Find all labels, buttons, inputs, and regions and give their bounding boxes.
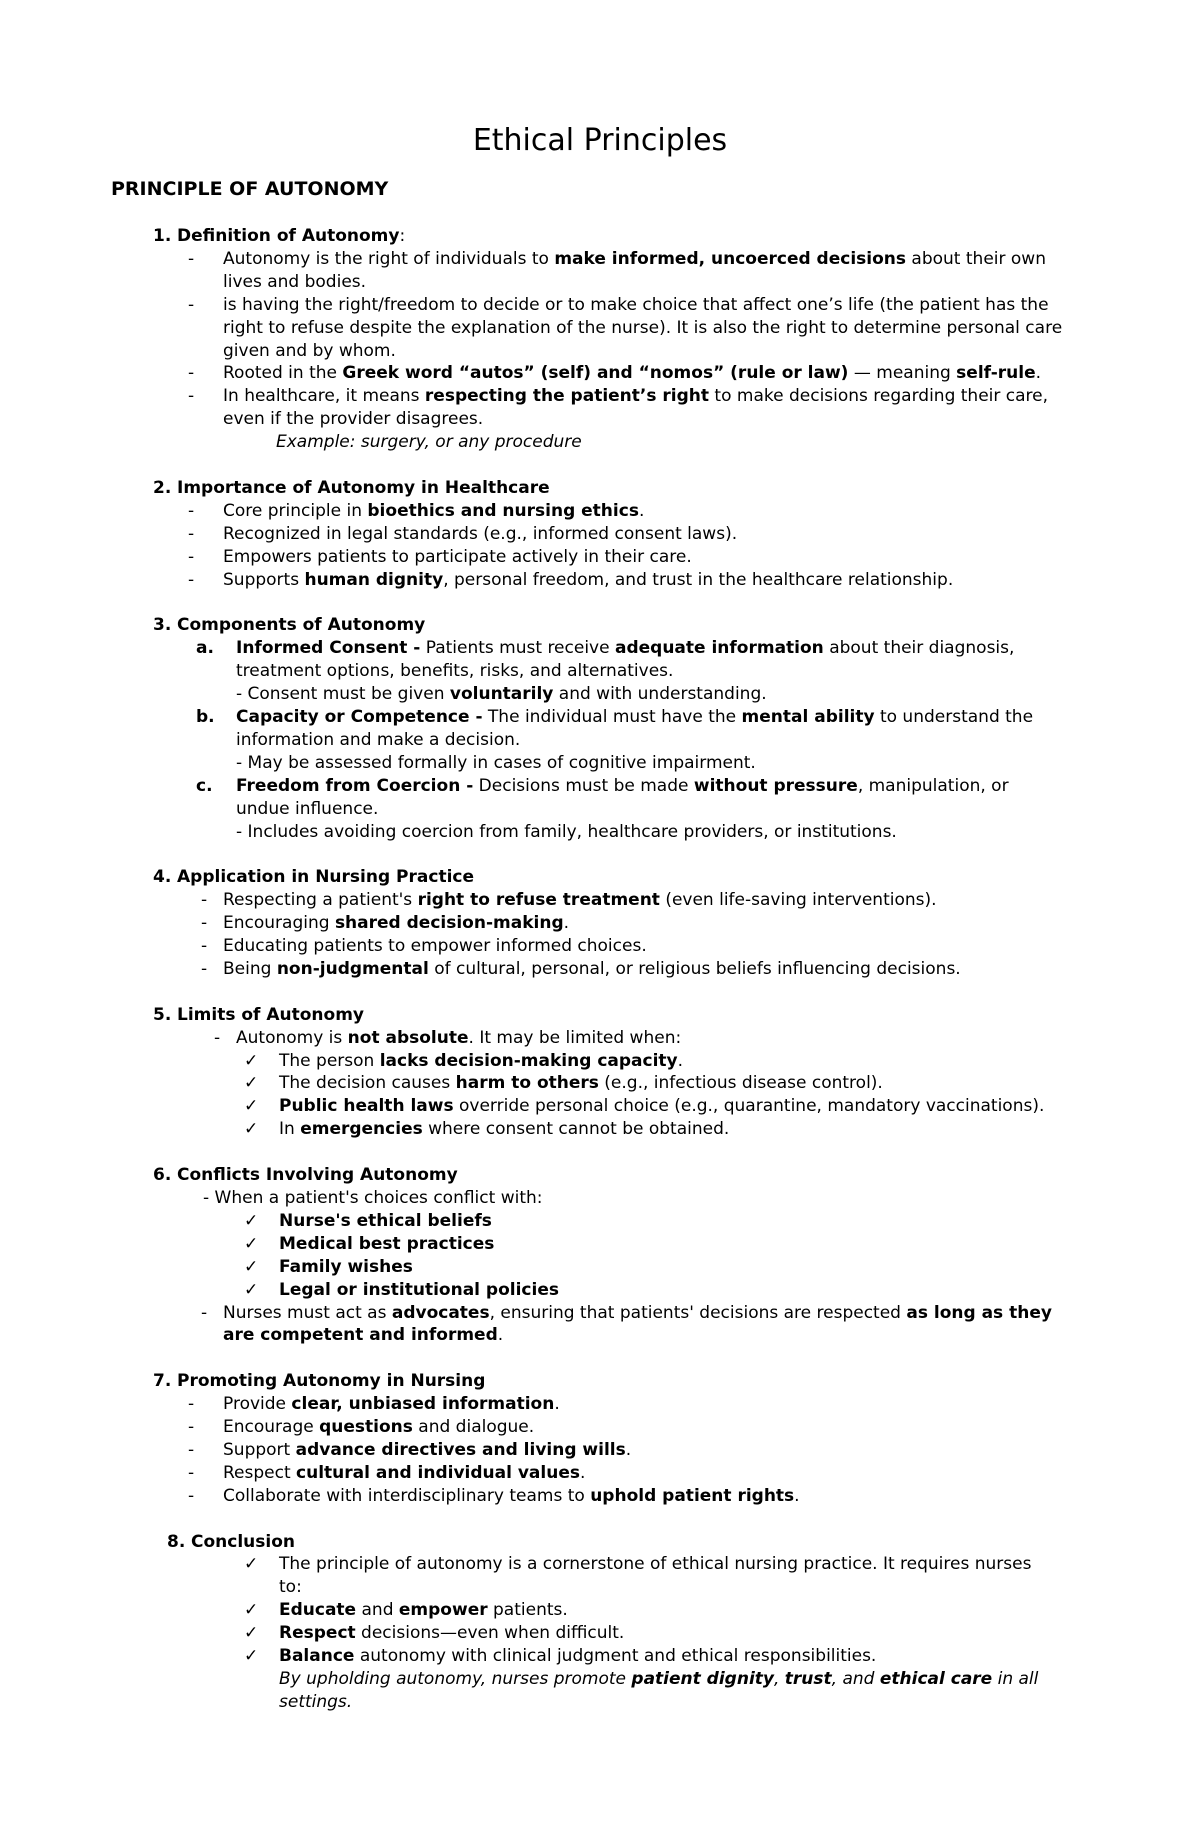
check-item: ✓ The decision causes harm to others (e.g., infectious disease control). <box>244 1073 883 1094</box>
bullet: - Being non-judgmental of cultural, personal, or religious beliefs influencing decisions. <box>0 958 1078 981</box>
document-title: Ethical Principles <box>472 123 728 158</box>
heading-application: 4. Application in Nursing Practice <box>153 867 475 888</box>
section-conclusion <box>0 1531 1200 1714</box>
closing-statement: By upholding autonomy, nurses promote patient dignity, trust, and ethical care in all settings. <box>279 1668 1039 1712</box>
heading-limits: 5. Limits of Autonomy <box>153 1004 364 1025</box>
conflicts-intro: - When a patient's choices conflict with: <box>203 1187 543 1208</box>
bullet: - Encouraging shared decision-making. <box>0 912 1078 935</box>
heading-importance: 2. Importance of Autonomy in Healthcare <box>153 477 550 498</box>
check-item: ✓ The person lacks decision-making capacity. <box>244 1050 684 1071</box>
component-note: - Includes avoiding coercion from family, healthcare providers, or institutions. <box>236 821 897 842</box>
heading-conclusion: 8. Conclusion <box>167 1531 295 1552</box>
check-item: ✓ Public health laws override personal choice (e.g., quarantine, mandatory vaccinations). <box>244 1096 1045 1117</box>
component-informed-consent: a. Informed Consent - Patients must receive adequate information about their diagnosis, treatment options, benefits, risks, and alternatives. <box>196 638 1015 682</box>
check-icon: ✓ <box>244 1073 259 1094</box>
check-item: ✓ Family wishes <box>244 1256 413 1277</box>
section-promoting <box>0 1370 1200 1507</box>
bullet: - Respecting a patient's right to refuse treatment (even life-saving interventions). <box>0 889 1078 912</box>
document-body <box>0 225 1200 1737</box>
heading-conflicts: 6. Conflicts Involving Autonomy <box>153 1165 458 1186</box>
bullet: - Provide clear, unbiased information. <box>0 1393 1078 1416</box>
bullet: - Autonomy is not absolute. It may be limited when: <box>0 1027 1091 1050</box>
check-item: ✓ Balance autonomy with clinical judgment and ethical responsibilities. <box>244 1646 877 1667</box>
bullet: - Educating patients to empower informed choices. <box>0 935 1078 958</box>
section-limits <box>0 1004 1200 1141</box>
component-note: - May be assessed formally in cases of cognitive impairment. <box>236 752 756 773</box>
bullet: - Empowers patients to participate actively in their care. <box>0 546 1078 569</box>
bullet: - Support advance directives and living wills. <box>0 1439 1078 1462</box>
heading-definition: 1. Definition of Autonomy: <box>153 226 406 246</box>
check-item: ✓ Medical best practices <box>244 1233 495 1254</box>
check-icon: ✓ <box>244 1096 259 1117</box>
section-conflicts <box>0 1164 1200 1347</box>
check-icon: ✓ <box>244 1119 259 1140</box>
section-application <box>0 866 1200 981</box>
component-note: - Consent must be given voluntarily and with understanding. <box>236 684 767 705</box>
component-capacity: b. Capacity or Competence - The individual must have the mental ability to understand the information and make a decision. <box>196 707 1034 750</box>
check-item: ✓ Educate and empower patients. <box>244 1600 568 1621</box>
check-icon: ✓ <box>244 1233 259 1254</box>
bullet: - Rooted in the Greek word “autos” (self) and “nomos” (rule or law) — meaning self-rule. <box>0 362 1078 385</box>
check-icon: ✓ <box>244 1279 259 1300</box>
heading-promoting: 7. Promoting Autonomy in Nursing <box>153 1371 486 1392</box>
section-definition <box>0 225 1200 454</box>
section-importance <box>0 477 1200 592</box>
bullet: - In healthcare, it means respecting the patient’s right to make decisions regarding their care, even if the provider disagrees. <box>0 385 1078 431</box>
bullet: - Collaborate with interdisciplinary teams to uphold patient rights. <box>0 1485 1078 1508</box>
check-icon: ✓ <box>244 1646 259 1667</box>
bullet: - Autonomy is the right of individuals to make informed, uncoerced decisions about their own lives and bodies. <box>0 248 1078 294</box>
check-item: ✓ Legal or institutional policies <box>244 1279 559 1300</box>
bullet: - Core principle in bioethics and nursing ethics. <box>0 500 1078 523</box>
bullet: - Encourage questions and dialogue. <box>0 1416 1078 1439</box>
example-text: Example: surgery, or any procedure <box>276 432 582 453</box>
bullet: - Recognized in legal standards (e.g., informed consent laws). <box>0 523 1078 546</box>
bullet: - Supports human dignity, personal freedom, and trust in the healthcare relationship. <box>0 569 1078 592</box>
check-icon: ✓ <box>244 1554 259 1575</box>
check-item: ✓ Nurse's ethical beliefs <box>244 1210 492 1231</box>
check-icon: ✓ <box>244 1600 259 1621</box>
component-freedom: c. Freedom from Coercion - Decisions must be made without pressure, manipulation, or undue influence. <box>196 775 1009 819</box>
bullet: - Nurses must act as advocates, ensuring that patients' decisions are respected as long as they are competent and informed. <box>0 1302 1078 1348</box>
check-icon: ✓ <box>244 1050 259 1071</box>
bullet: - is having the right/freedom to decide or to make choice that affect one’s life (the patient has the right to refuse despite the explanation of the nurse). It is also the right to determine personal care given and by whom. <box>0 294 1078 363</box>
check-item: ✓ In emergencies where consent cannot be obtained. <box>244 1119 730 1140</box>
check-icon: ✓ <box>244 1623 259 1644</box>
section-title: PRINCIPLE OF AUTONOMY <box>111 178 389 200</box>
heading-components: 3. Components of Autonomy <box>153 615 426 636</box>
check-icon: ✓ <box>244 1256 259 1277</box>
section-components <box>0 614 1200 843</box>
check-item: ✓ The principle of autonomy is a cornerstone of ethical nursing practice. It requires nurses to: <box>244 1554 1032 1598</box>
bullet: - Respect cultural and individual values. <box>0 1462 1078 1485</box>
check-item: ✓ Respect decisions—even when difficult. <box>244 1623 625 1644</box>
check-icon: ✓ <box>244 1210 259 1231</box>
